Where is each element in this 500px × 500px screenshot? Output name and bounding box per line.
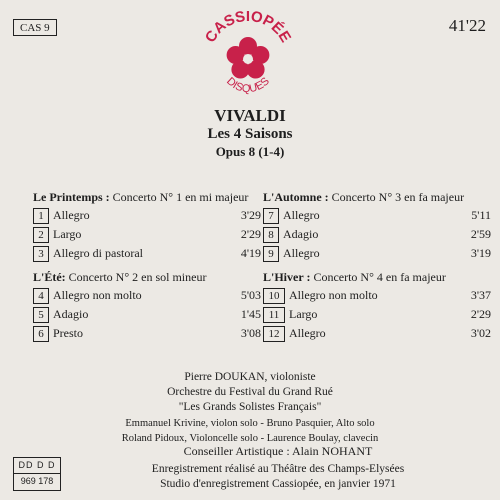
season-name: L'Hiver : xyxy=(263,270,311,284)
track-row xyxy=(263,324,491,343)
track-row xyxy=(263,305,491,324)
concerto-description: Concerto N° 2 en sol mineur xyxy=(65,270,207,284)
artistic-advisor: Conseiller Artistique : Alain NOHANT xyxy=(183,444,373,458)
soloists-line: Roland Pidoux, Violoncelle solo - Laurence Boulay, clavecin xyxy=(121,433,379,444)
track-number: 10 xyxy=(263,288,285,304)
track-duration: 3'02 xyxy=(470,326,491,340)
track-number: 3 xyxy=(33,246,49,262)
track-row xyxy=(263,225,491,244)
season-name: Le Printemps : xyxy=(33,190,110,204)
concerto-description: Concerto N° 4 en fa majeur xyxy=(310,270,446,284)
concerto-heading xyxy=(33,189,261,206)
logo-text-top: CASSIOPÉE xyxy=(201,7,295,46)
season-name: L'Été: xyxy=(33,270,66,284)
total-duration: 41'22 xyxy=(448,16,486,35)
track-title: Adagio xyxy=(53,307,89,321)
track-title: Allegro di pastoral xyxy=(53,246,143,260)
soloists-line: Emmanuel Krivine, violon solo - Bruno Pasquier, Alto solo xyxy=(125,418,375,429)
track-title: Allegro xyxy=(283,246,320,260)
track-title: Allegro xyxy=(289,326,326,340)
catalog-number: CAS 9 xyxy=(13,19,57,36)
track-duration: 3'08 xyxy=(240,326,261,340)
concerto-heading xyxy=(33,269,261,286)
flower-icon xyxy=(227,37,270,79)
ddd-reference: 969 178 xyxy=(20,476,54,486)
track-title: Allegro non molto xyxy=(53,288,142,302)
concerto-description: Concerto N° 1 en mi majeur xyxy=(109,190,249,204)
track-row xyxy=(263,206,491,225)
concerto-winter xyxy=(263,269,491,343)
track-duration: 2'29 xyxy=(470,307,491,321)
track-title: Presto xyxy=(53,326,83,340)
track-number: 7 xyxy=(263,208,279,224)
recording-venue: Enregistrement réalisé au Théâtre des Champs-Elysées xyxy=(151,463,405,475)
track-duration: 3'37 xyxy=(470,288,491,302)
concerto-heading xyxy=(263,189,491,206)
track-duration: 5'03 xyxy=(240,288,261,302)
composer-name: VIVALDI xyxy=(214,106,286,125)
ensemble-credit: "Les Grands Solistes Français" xyxy=(178,401,322,413)
track-number: 5 xyxy=(33,307,49,323)
concerto-autumn xyxy=(263,189,491,263)
track-duration: 4'19 xyxy=(240,246,261,260)
recording-studio: Studio d'enregistrement Cassiopée, en janvier 1971 xyxy=(160,478,396,490)
track-duration: 3'19 xyxy=(470,246,491,260)
track-number: 2 xyxy=(33,227,49,243)
track-title: Adagio xyxy=(283,227,319,241)
track-title: Allegro xyxy=(283,208,320,222)
track-row xyxy=(33,225,261,244)
concerto-description: Concerto N° 3 en fa majeur xyxy=(328,190,465,204)
track-row xyxy=(33,206,261,225)
ddd-badge xyxy=(13,457,61,491)
track-number: 4 xyxy=(33,288,49,304)
cassiopee-logo xyxy=(193,4,303,104)
track-number: 8 xyxy=(263,227,279,243)
ddd-code: DD D D xyxy=(14,458,60,474)
concerto-summer xyxy=(33,269,261,343)
track-title: Allegro xyxy=(53,208,90,222)
concerto-heading xyxy=(263,269,491,286)
track-row xyxy=(33,305,261,324)
track-title: Largo xyxy=(53,227,82,241)
concerto-spring xyxy=(33,189,261,263)
track-number: 12 xyxy=(263,326,285,342)
track-duration: 5'11 xyxy=(471,208,491,222)
opus-number: Opus 8 (1-4) xyxy=(215,144,285,159)
track-number: 6 xyxy=(33,326,49,342)
logo-text-bottom: DISQUES xyxy=(224,75,272,96)
track-row xyxy=(263,286,491,305)
track-duration: 2'59 xyxy=(470,227,491,241)
track-number: 1 xyxy=(33,208,49,224)
track-row xyxy=(33,324,261,343)
track-duration: 1'45 xyxy=(240,307,261,321)
soloist-credit: Pierre DOUKAN, violoniste xyxy=(184,371,316,383)
work-title: Les 4 Saisons xyxy=(207,126,293,142)
track-row xyxy=(33,286,261,305)
track-duration: 2'29 xyxy=(240,227,261,241)
track-row xyxy=(263,244,491,263)
orchestra-credit: Orchestre du Festival du Grand Rué xyxy=(167,386,333,398)
season-name: L'Automne : xyxy=(263,190,329,204)
track-number: 11 xyxy=(263,307,285,323)
track-duration: 3'29 xyxy=(240,208,261,222)
track-title: Largo xyxy=(289,307,318,321)
track-title: Allegro non molto xyxy=(289,288,378,302)
track-row xyxy=(33,244,261,263)
track-number: 9 xyxy=(263,246,279,262)
